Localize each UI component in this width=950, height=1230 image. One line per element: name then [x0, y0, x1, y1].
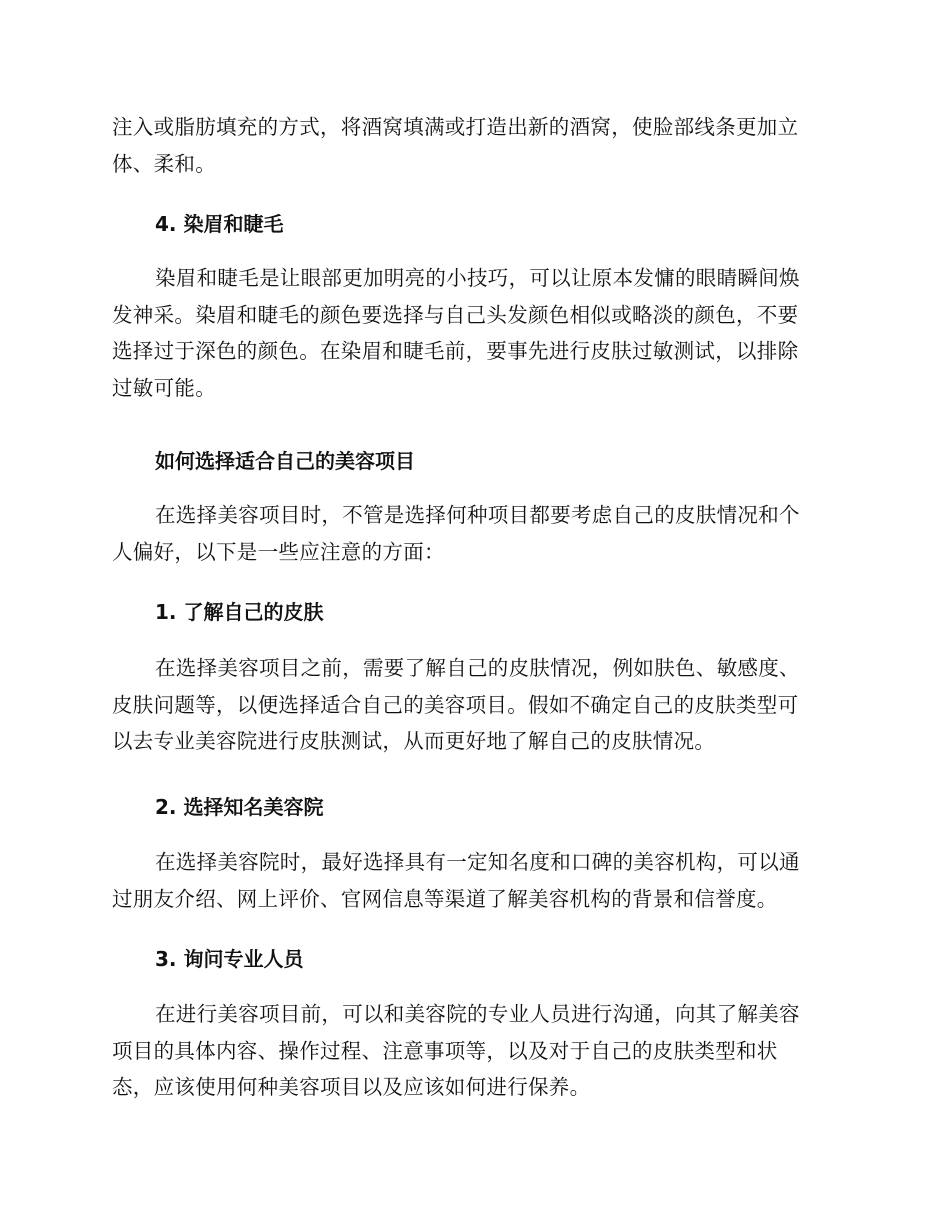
text-line: 项目的具体内容、操作过程、注意事项等，以及对于自己的皮肤类型和状	[112, 1038, 778, 1063]
text-line: 过朋友介绍、网上评价、官网信息等渠道了解美容机构的背景和信誉度。	[112, 886, 778, 911]
text-line: 在选择美容项目之前，需要了解自己的皮肤情况，例如肤色、敏感度、	[155, 656, 800, 680]
section-heading-how-to-choose: 如何选择适合自己的美容项目	[155, 449, 415, 473]
text-line: 在选择美容项目时，不管是选择何种项目都要考虑自己的皮肤情况和个	[155, 503, 800, 527]
text-line: 态，应该使用何种美容项目以及应该如何进行保养。	[112, 1075, 591, 1099]
paragraph-how-to-choose-intro	[112, 497, 834, 570]
paragraph-eyebrow-lash-tint	[112, 260, 834, 406]
section-heading-eyebrow-lash-tint: 4. 染眉和睫毛	[155, 212, 284, 236]
section-heading-know-your-skin: 1. 了解自己的皮肤	[155, 600, 324, 624]
text-line: 体、柔和。	[112, 151, 216, 176]
text-line: 皮肤问题等，以便选择适合自己的美容项目。假如不确定自己的皮肤类型可	[112, 692, 799, 717]
paragraph-dimple-filling	[112, 109, 834, 182]
paragraph-know-your-skin	[112, 650, 834, 760]
paragraph-ask-professionals	[112, 996, 834, 1106]
text-line: 在选择美容院时，最好选择具有一定知名度和口碑的美容机构，可以通	[155, 850, 800, 874]
section-heading-choose-salon: 2. 选择知名美容院	[155, 795, 324, 819]
text-line: 发神采。染眉和睫毛的颜色要选择与自己头发颜色相似或略淡的颜色，不要	[112, 302, 799, 327]
paragraph-choose-salon	[112, 844, 834, 917]
section-heading-ask-professionals: 3. 询问专业人员	[155, 947, 304, 971]
text-line: 选择过于深色的颜色。在染眉和睫毛前，要事先进行皮肤过敏测试，以排除	[112, 339, 799, 363]
text-line: 以去专业美容院进行皮肤测试，从而更好地了解自己的皮肤情况。	[112, 729, 716, 753]
text-line: 过敏可能。	[112, 375, 216, 400]
text-line: 在进行美容项目前，可以和美容院的专业人员进行沟通，向其了解美容	[155, 1002, 800, 1026]
text-line: 人偏好，以下是一些应注意的方面：	[112, 539, 445, 564]
text-line: 染眉和睫毛是让眼部更加明亮的小技巧，可以让原本发慵的眼睛瞬间焕	[155, 266, 800, 290]
text-line: 注入或脂肪填充的方式，将酒窝填满或打造出新的酒窝，使脸部线条更加立	[112, 115, 799, 139]
